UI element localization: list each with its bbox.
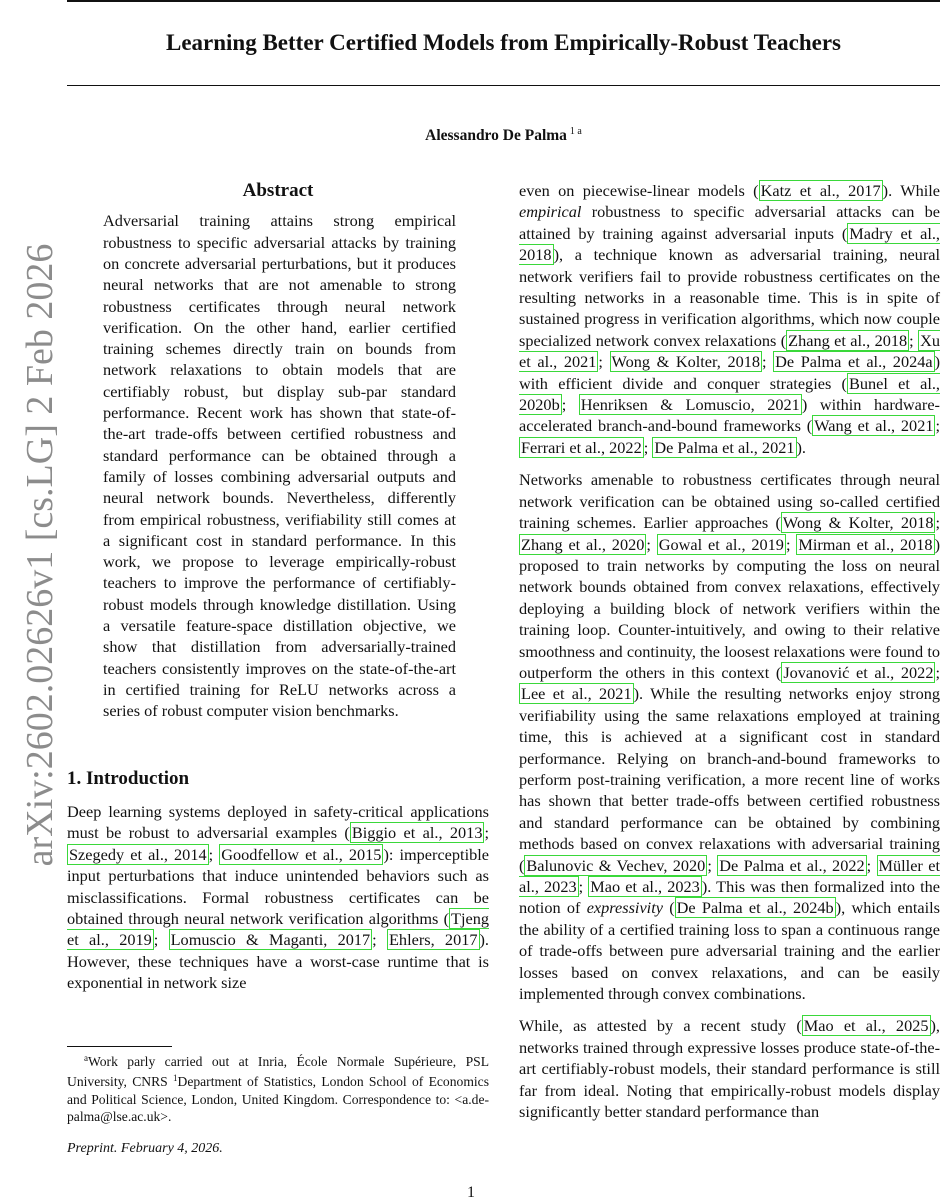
citation-link[interactable]: Balunovic & Vechev, 2020 bbox=[526, 855, 706, 875]
citation-link[interactable]: Szegedy et al., 2014 bbox=[69, 844, 207, 864]
right-column bbox=[519, 180, 940, 1133]
introduction-heading: 1. Introduction bbox=[67, 767, 190, 789]
citation-separator: ; bbox=[561, 395, 579, 415]
left-column bbox=[67, 180, 489, 1005]
citation-separator: ; bbox=[643, 437, 653, 457]
citation-link[interactable]: Lomuscio & Maganti, 2017 bbox=[170, 930, 371, 950]
citation-separator: ; bbox=[935, 416, 941, 436]
citation-link[interactable]: Lee et al., 2021 bbox=[521, 684, 632, 704]
citation-link[interactable]: Jovanović et al., 2022 bbox=[783, 662, 934, 682]
citation-link[interactable]: De Palma et al., 2024b bbox=[676, 898, 834, 918]
citation-link[interactable]: Katz et al., 2017 bbox=[760, 181, 881, 200]
arxiv-stamp: arXiv:2602.02626v1 [cs.LG] 2 Feb 2026 bbox=[19, 243, 61, 867]
citation-separator: ; bbox=[646, 534, 657, 554]
citation-link[interactable]: Wang et al., 2021 bbox=[814, 416, 934, 436]
citation-link[interactable]: De Palma et al., 2024a bbox=[775, 352, 933, 372]
citation-separator: ; bbox=[484, 823, 489, 843]
citation-separator: ; bbox=[598, 352, 610, 372]
citation-link[interactable]: Ehlers, 2017 bbox=[388, 930, 478, 950]
citation-separator: ; bbox=[866, 855, 877, 875]
paragraph-text: ). However, these techniques have a worst-case runtime that is exponential in network size bbox=[67, 930, 489, 993]
citation-separator: ; bbox=[935, 513, 940, 533]
paper-title: Learning Better Certified Models from Empirically-Robust Teachers bbox=[165, 30, 841, 55]
paragraph-text: ) within hardware-accelerated branch-and-bound frameworks ( bbox=[519, 395, 940, 436]
citation-link[interactable]: Xu et al., 2021 bbox=[519, 330, 940, 372]
intro-paragraph-1 bbox=[67, 801, 489, 994]
paragraph-text: While, as attested by a recent study ( bbox=[519, 1016, 802, 1036]
citation-link[interactable]: Mao et al., 2025 bbox=[803, 1016, 929, 1036]
intro-paragraph-2 bbox=[519, 180, 940, 458]
paragraph-text: ). bbox=[796, 437, 806, 457]
citation-separator: ; bbox=[372, 930, 387, 950]
paragraph-text: ( bbox=[662, 898, 675, 918]
paragraph-text: ): imperceptible input perturbations that induce unintended behaviors such as misclassifications. Formal robustness certificates can be obtained through neural network verification algorithms ( bbox=[67, 844, 489, 928]
emphasis-text: expressivity bbox=[586, 898, 663, 918]
citation-link[interactable]: Bunel et al., 2020b bbox=[519, 373, 941, 415]
intro-paragraph-3 bbox=[519, 469, 940, 1004]
citation-link[interactable]: Ferrari et al., 2022 bbox=[521, 437, 642, 457]
paragraph-text: Deep learning systems deployed in safety-critical applications must be robust to adversarial examples ( bbox=[67, 801, 489, 843]
citation-link[interactable]: Mao et al., 2023 bbox=[590, 877, 700, 896]
citation-separator: ; bbox=[762, 352, 774, 372]
paragraph-text: Networks amenable to robustness certificates through neural network verification can be obtained using so-called certified training schemes. Earlier approaches ( bbox=[519, 470, 940, 533]
citation-link[interactable]: De Palma et al., 2021 bbox=[654, 437, 795, 457]
author-name: Alessandro De Palma bbox=[425, 127, 567, 144]
citation-separator: ; bbox=[785, 534, 797, 554]
citation-separator: ; bbox=[935, 662, 940, 682]
citation-link[interactable]: Goodfellow et al., 2015 bbox=[221, 844, 382, 864]
citation-link[interactable]: Henriksen & Lomuscio, 2021 bbox=[580, 395, 800, 415]
title-rule-top bbox=[67, 0, 940, 2]
author-line bbox=[67, 126, 940, 145]
citation-link[interactable]: Biggio et al., 2013 bbox=[351, 823, 483, 843]
paragraph-text: ). While the resulting networks enjoy strong verifiability using the same relaxations employed at training time, this is achieved at a significant cost in standard performance. Relying on branch-and-bound frameworks to perform post-training verification, a more recent line of works has shown that better trade-offs between certified robustness and standard performance can be obtained by combining methods based on convex relaxations with adversarial training ( bbox=[519, 684, 940, 875]
citation-separator: ; bbox=[909, 330, 919, 350]
footnote-mark: a bbox=[84, 1053, 88, 1063]
citation-link[interactable]: Tjeng et al., 2019 bbox=[67, 908, 489, 950]
citation-separator: ; bbox=[578, 877, 589, 896]
paragraph-text: ). While bbox=[882, 181, 941, 200]
citation-link[interactable]: Wong & Kolter, 2018 bbox=[782, 513, 934, 533]
citation-link[interactable]: De Palma et al., 2022 bbox=[719, 855, 865, 875]
citation-link[interactable]: Wong & Kolter, 2018 bbox=[611, 352, 761, 372]
preprint-note: Preprint. February 4, 2026. bbox=[67, 1141, 223, 1156]
footnote-rule bbox=[67, 1046, 172, 1047]
paragraph-text: ), networks trained through expressive losses produce state-of-the-art certifiably-robust models, their standard performance is still far from ideal. Noting that empirically-robust models display significantly better standard performance than bbox=[519, 1016, 940, 1122]
citation-link[interactable]: Gowal et al., 2019 bbox=[658, 534, 784, 554]
paragraph-text: ) proposed to train networks by computing the loss on neural network bounds obtained from convex relaxations, effectively deploying a building block of network verifiers within the training loop. Counter-intuitively, and owing to their relative smoothness and continuity, the loosest relaxations were found to outperform the others in this context ( bbox=[519, 534, 940, 682]
paragraph-text: ), which entails the ability of a certified training loss to span a continuous range of trade-offs between pure adversarial training and the earlier losses based on convex relaxations, and can be easily implemented through convex combinations. bbox=[519, 898, 941, 1004]
emphasis-text: empirical bbox=[519, 202, 582, 222]
citation-separator: ; bbox=[153, 930, 169, 950]
paragraph-text: ), a technique known as adversarial training, neural network verifiers fail to provide robustness certificates on the resulting networks in a reasonable time. This is in spite of sustained progress in verification algorithms, which now couple specialized network convex relaxations ( bbox=[519, 245, 940, 350]
citation-link[interactable]: Zhang et al., 2018 bbox=[788, 330, 908, 350]
footnote bbox=[67, 1050, 489, 1125]
paragraph-text: robustness to specific adversarial attacks can be attained by training against adversarial inputs ( bbox=[519, 202, 940, 243]
paragraph-text: even on piecewise-linear models ( bbox=[519, 181, 759, 200]
citation-link[interactable]: Madry et al., 2018 bbox=[519, 223, 940, 265]
abstract-heading: Abstract bbox=[242, 180, 314, 201]
title-rule-bottom bbox=[67, 85, 940, 86]
paragraph-text: ). This was then formalized into the notion of bbox=[519, 877, 940, 918]
paragraph-text: ) with efficient divide and conquer strategies ( bbox=[519, 352, 941, 393]
citation-separator: ; bbox=[707, 855, 718, 875]
page-number: 1 bbox=[467, 1184, 475, 1201]
citation-separator: ; bbox=[208, 844, 220, 864]
footnote-text: Work parly carried out at Inria, École Normale Supérieure, PSL University, CNRS bbox=[67, 1054, 489, 1090]
footnote-text: Department of Statistics, London School of Economics and Political Science, London, United Kingdom. Correspondence to: <a.de-palma@lse.ac.uk>. bbox=[67, 1074, 489, 1124]
footnote-mark: 1 bbox=[173, 1073, 178, 1084]
abstract-text: Adversarial training attains strong empirical robustness to specific adversarial attacks by training on concrete adversarial perturbations, but it produces neural networks that are not amenable to strong robustness certificates through neural network verification. On the other hand, earlier certified training schemes directly train on bounds from network relaxations to obtain models that are certifiably robust, but display sub-par standard performance. Recent work has shown that state-of-the-art trade-offs between certified robustness and standard performance can be obtained through a family of losses combining adversarial outputs and neural network bounds. Nevertheless, differently from empirical robustness, verifiability still comes at a significant cost in standard performance. In this work, we propose to leverage empirically-robust teachers to improve the performance of certifiably-robust models through knowledge distillation. Using a versatile feature-space distillation objective, we show that distillation from adversarially-trained teachers consistently improves on the state-of-the-art in certified training for ReLU networks across a series of robust computer vision benchmarks. bbox=[103, 211, 456, 721]
citation-link[interactable]: Zhang et al., 2020 bbox=[521, 534, 645, 554]
citation-link[interactable]: Müller et al., 2023 bbox=[519, 855, 940, 896]
author-affiliation-marks: 1 a bbox=[569, 126, 582, 137]
intro-paragraph-4 bbox=[519, 1015, 940, 1122]
citation-link[interactable]: Mirman et al., 2018 bbox=[798, 534, 933, 554]
